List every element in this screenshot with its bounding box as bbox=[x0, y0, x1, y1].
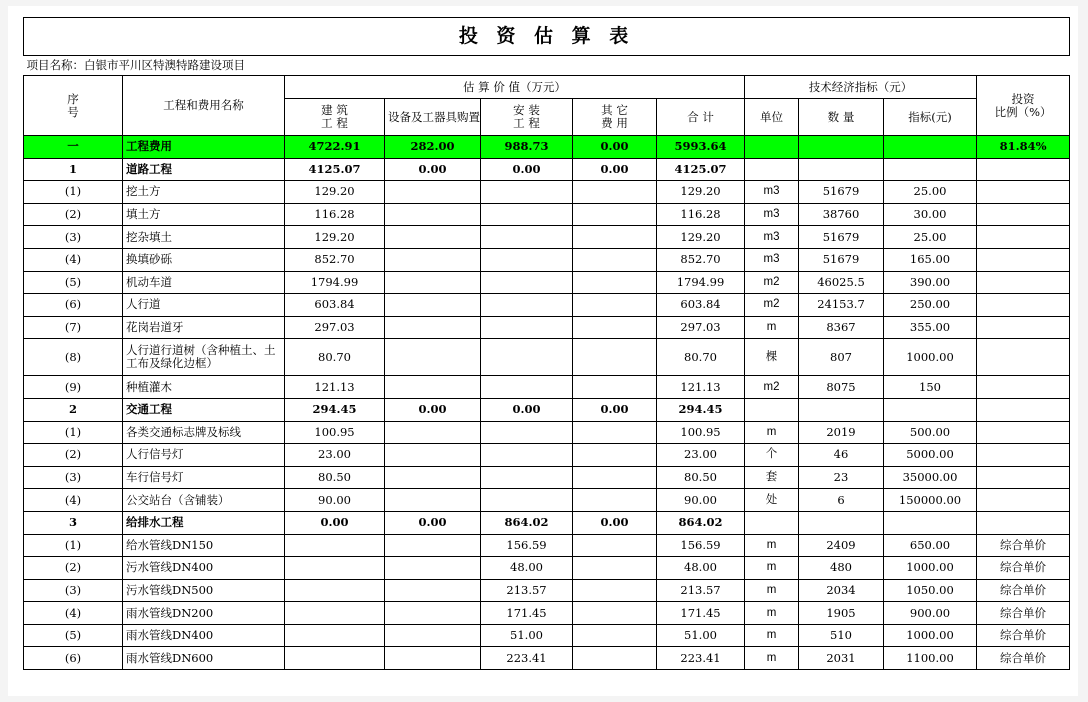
row-ratio bbox=[977, 316, 1070, 339]
row-equip bbox=[385, 489, 481, 512]
row-name: 给排水工程 bbox=[123, 511, 285, 534]
row-seq: (4) bbox=[24, 489, 123, 512]
row-build: 80.50 bbox=[285, 466, 385, 489]
row-equip bbox=[385, 579, 481, 602]
row-unit: m2 bbox=[745, 294, 799, 317]
row-unit: 个 bbox=[745, 444, 799, 467]
table-row bbox=[24, 466, 1070, 489]
row-build: 100.95 bbox=[285, 421, 385, 444]
row-equip bbox=[385, 444, 481, 467]
row-ratio bbox=[977, 376, 1070, 399]
row-ratio: 综合单价 bbox=[977, 647, 1070, 670]
row-install: 864.02 bbox=[481, 511, 573, 534]
row-total: 23.00 bbox=[657, 444, 745, 467]
row-total: 129.20 bbox=[657, 226, 745, 249]
row-equip bbox=[385, 181, 481, 204]
row-index: 30.00 bbox=[884, 203, 977, 226]
row-index: 150000.00 bbox=[884, 489, 977, 512]
table-row bbox=[24, 534, 1070, 557]
row-qty: 23 bbox=[799, 466, 884, 489]
row-install bbox=[481, 466, 573, 489]
table-row bbox=[24, 579, 1070, 602]
row-build: 603.84 bbox=[285, 294, 385, 317]
investment-estimate-table bbox=[23, 17, 1070, 670]
row-unit: m bbox=[745, 421, 799, 444]
row-seq: (2) bbox=[24, 557, 123, 580]
row-build: 4722.91 bbox=[285, 136, 385, 159]
row-ratio: 综合单价 bbox=[977, 624, 1070, 647]
row-qty bbox=[799, 511, 884, 534]
row-seq: (6) bbox=[24, 294, 123, 317]
row-ratio: 综合单价 bbox=[977, 579, 1070, 602]
row-other bbox=[573, 271, 657, 294]
header-name: 工程和费用名称 bbox=[123, 76, 285, 136]
row-install bbox=[481, 226, 573, 249]
row-index bbox=[884, 511, 977, 534]
table-row bbox=[24, 444, 1070, 467]
row-equip bbox=[385, 534, 481, 557]
row-other bbox=[573, 294, 657, 317]
row-total: 51.00 bbox=[657, 624, 745, 647]
row-equip bbox=[385, 226, 481, 249]
row-other bbox=[573, 421, 657, 444]
table-row bbox=[24, 203, 1070, 226]
row-index bbox=[884, 158, 977, 181]
row-build bbox=[285, 534, 385, 557]
row-total: 121.13 bbox=[657, 376, 745, 399]
row-index: 1050.00 bbox=[884, 579, 977, 602]
row-total: 80.70 bbox=[657, 339, 745, 376]
row-seq: (5) bbox=[24, 271, 123, 294]
row-equip bbox=[385, 624, 481, 647]
row-unit: m bbox=[745, 316, 799, 339]
row-equip: 0.00 bbox=[385, 398, 481, 421]
row-unit: m2 bbox=[745, 271, 799, 294]
table-row bbox=[24, 226, 1070, 249]
row-install: 0.00 bbox=[481, 398, 573, 421]
row-equip bbox=[385, 316, 481, 339]
row-install: 223.41 bbox=[481, 647, 573, 670]
row-name: 公交站台（含铺装） bbox=[123, 489, 285, 512]
row-seq: (1) bbox=[24, 421, 123, 444]
row-other bbox=[573, 376, 657, 399]
row-qty: 8367 bbox=[799, 316, 884, 339]
row-ratio bbox=[977, 489, 1070, 512]
row-other bbox=[573, 534, 657, 557]
row-qty: 38760 bbox=[799, 203, 884, 226]
row-unit: m bbox=[745, 557, 799, 580]
row-name: 污水管线DN500 bbox=[123, 579, 285, 602]
row-install bbox=[481, 248, 573, 271]
row-name: 填土方 bbox=[123, 203, 285, 226]
row-build: 4125.07 bbox=[285, 158, 385, 181]
row-index: 5000.00 bbox=[884, 444, 977, 467]
row-index: 900.00 bbox=[884, 602, 977, 625]
row-ratio bbox=[977, 511, 1070, 534]
row-unit bbox=[745, 398, 799, 421]
row-other: 0.00 bbox=[573, 398, 657, 421]
table-row bbox=[24, 158, 1070, 181]
header-index: 指标(元) bbox=[884, 99, 977, 136]
row-seq: (9) bbox=[24, 376, 123, 399]
row-qty: 51679 bbox=[799, 248, 884, 271]
row-ratio bbox=[977, 444, 1070, 467]
row-ratio bbox=[977, 271, 1070, 294]
row-build bbox=[285, 647, 385, 670]
row-install bbox=[481, 181, 573, 204]
row-total: 90.00 bbox=[657, 489, 745, 512]
table-row bbox=[24, 294, 1070, 317]
row-other bbox=[573, 466, 657, 489]
row-name: 挖土方 bbox=[123, 181, 285, 204]
header-install: 安 装 工 程 bbox=[481, 99, 573, 136]
row-name: 种植灌木 bbox=[123, 376, 285, 399]
row-name: 换填砂砾 bbox=[123, 248, 285, 271]
row-qty: 51679 bbox=[799, 181, 884, 204]
row-name: 雨水管线DN600 bbox=[123, 647, 285, 670]
row-total: 864.02 bbox=[657, 511, 745, 534]
table-row bbox=[24, 647, 1070, 670]
row-index: 355.00 bbox=[884, 316, 977, 339]
row-unit: m bbox=[745, 647, 799, 670]
table-row bbox=[24, 489, 1070, 512]
row-install bbox=[481, 339, 573, 376]
row-total: 294.45 bbox=[657, 398, 745, 421]
row-ratio bbox=[977, 421, 1070, 444]
row-install bbox=[481, 203, 573, 226]
row-seq: 3 bbox=[24, 511, 123, 534]
row-equip bbox=[385, 376, 481, 399]
row-build bbox=[285, 602, 385, 625]
row-other bbox=[573, 248, 657, 271]
table-row bbox=[24, 136, 1070, 159]
row-build: 121.13 bbox=[285, 376, 385, 399]
header-ratio: 投资 比例（%） bbox=[977, 76, 1070, 136]
row-build: 23.00 bbox=[285, 444, 385, 467]
row-install bbox=[481, 376, 573, 399]
header-equip: 设备及工器具购置 bbox=[385, 99, 481, 136]
row-name: 车行信号灯 bbox=[123, 466, 285, 489]
header-estimate-group: 估 算 价 值（万元） bbox=[285, 76, 745, 99]
row-other bbox=[573, 557, 657, 580]
row-other bbox=[573, 489, 657, 512]
row-seq: (1) bbox=[24, 181, 123, 204]
row-seq: (6) bbox=[24, 647, 123, 670]
header-total: 合 计 bbox=[657, 99, 745, 136]
row-seq: (4) bbox=[24, 602, 123, 625]
row-name: 花岗岩道牙 bbox=[123, 316, 285, 339]
row-unit: 套 bbox=[745, 466, 799, 489]
row-total: 48.00 bbox=[657, 557, 745, 580]
row-ratio bbox=[977, 248, 1070, 271]
row-seq: 1 bbox=[24, 158, 123, 181]
row-index bbox=[884, 398, 977, 421]
row-name: 人行道 bbox=[123, 294, 285, 317]
row-name: 给水管线DN150 bbox=[123, 534, 285, 557]
row-index: 500.00 bbox=[884, 421, 977, 444]
row-index: 35000.00 bbox=[884, 466, 977, 489]
row-equip bbox=[385, 466, 481, 489]
row-equip: 282.00 bbox=[385, 136, 481, 159]
row-build: 116.28 bbox=[285, 203, 385, 226]
project-row bbox=[24, 56, 1070, 76]
row-build: 297.03 bbox=[285, 316, 385, 339]
row-name: 人行信号灯 bbox=[123, 444, 285, 467]
row-qty: 2019 bbox=[799, 421, 884, 444]
row-build: 0.00 bbox=[285, 511, 385, 534]
row-index: 150 bbox=[884, 376, 977, 399]
row-build: 129.20 bbox=[285, 226, 385, 249]
header-seq: 序 号 bbox=[24, 76, 123, 136]
row-seq: (2) bbox=[24, 444, 123, 467]
row-index: 250.00 bbox=[884, 294, 977, 317]
row-total: 129.20 bbox=[657, 181, 745, 204]
row-index: 1000.00 bbox=[884, 339, 977, 376]
row-install: 171.45 bbox=[481, 602, 573, 625]
header-other: 其 它 费 用 bbox=[573, 99, 657, 136]
row-total: 5993.64 bbox=[657, 136, 745, 159]
table-row bbox=[24, 248, 1070, 271]
row-equip bbox=[385, 203, 481, 226]
row-ratio bbox=[977, 398, 1070, 421]
row-seq: (7) bbox=[24, 316, 123, 339]
row-other bbox=[573, 602, 657, 625]
row-install bbox=[481, 316, 573, 339]
row-total: 213.57 bbox=[657, 579, 745, 602]
row-name: 污水管线DN400 bbox=[123, 557, 285, 580]
row-qty: 510 bbox=[799, 624, 884, 647]
row-build bbox=[285, 557, 385, 580]
row-equip bbox=[385, 647, 481, 670]
row-total: 171.45 bbox=[657, 602, 745, 625]
row-other: 0.00 bbox=[573, 158, 657, 181]
row-qty: 46 bbox=[799, 444, 884, 467]
header-qty: 数 量 bbox=[799, 99, 884, 136]
row-build: 129.20 bbox=[285, 181, 385, 204]
row-build: 90.00 bbox=[285, 489, 385, 512]
row-seq: (5) bbox=[24, 624, 123, 647]
row-equip: 0.00 bbox=[385, 511, 481, 534]
header-tech-group: 技术经济指标（元） bbox=[745, 76, 977, 99]
row-other bbox=[573, 181, 657, 204]
row-equip bbox=[385, 271, 481, 294]
row-install: 0.00 bbox=[481, 158, 573, 181]
table-row bbox=[24, 181, 1070, 204]
row-qty bbox=[799, 398, 884, 421]
row-seq: (3) bbox=[24, 466, 123, 489]
row-unit: m bbox=[745, 602, 799, 625]
row-other: 0.00 bbox=[573, 511, 657, 534]
row-qty bbox=[799, 158, 884, 181]
title-row bbox=[24, 18, 1070, 56]
row-index: 650.00 bbox=[884, 534, 977, 557]
row-total: 4125.07 bbox=[657, 158, 745, 181]
row-equip bbox=[385, 294, 481, 317]
row-qty: 2409 bbox=[799, 534, 884, 557]
row-seq: (1) bbox=[24, 534, 123, 557]
row-index: 25.00 bbox=[884, 226, 977, 249]
row-index bbox=[884, 136, 977, 159]
row-install bbox=[481, 294, 573, 317]
row-qty: 2034 bbox=[799, 579, 884, 602]
row-unit: m3 bbox=[745, 181, 799, 204]
row-qty: 8075 bbox=[799, 376, 884, 399]
row-name: 人行道行道树（含种植土、土工布及绿化边框） bbox=[123, 339, 285, 376]
header-unit: 单位 bbox=[745, 99, 799, 136]
row-ratio bbox=[977, 158, 1070, 181]
row-unit: m3 bbox=[745, 248, 799, 271]
row-qty: 6 bbox=[799, 489, 884, 512]
row-unit: m bbox=[745, 624, 799, 647]
row-other bbox=[573, 579, 657, 602]
row-other bbox=[573, 339, 657, 376]
row-total: 116.28 bbox=[657, 203, 745, 226]
table-row bbox=[24, 602, 1070, 625]
row-name: 道路工程 bbox=[123, 158, 285, 181]
row-build: 80.70 bbox=[285, 339, 385, 376]
row-qty: 1905 bbox=[799, 602, 884, 625]
row-seq: 2 bbox=[24, 398, 123, 421]
row-index: 1100.00 bbox=[884, 647, 977, 670]
row-install: 156.59 bbox=[481, 534, 573, 557]
row-unit: 处 bbox=[745, 489, 799, 512]
row-name: 挖杂填土 bbox=[123, 226, 285, 249]
row-unit: 棵 bbox=[745, 339, 799, 376]
row-ratio: 综合单价 bbox=[977, 602, 1070, 625]
row-equip bbox=[385, 248, 481, 271]
row-ratio: 综合单价 bbox=[977, 534, 1070, 557]
header-build: 建 筑 工 程 bbox=[285, 99, 385, 136]
table-title: 投 资 估 算 表 bbox=[24, 18, 1070, 56]
row-ratio: 81.84% bbox=[977, 136, 1070, 159]
row-install bbox=[481, 489, 573, 512]
row-seq: 一 bbox=[24, 136, 123, 159]
row-name: 雨水管线DN200 bbox=[123, 602, 285, 625]
header-row-1 bbox=[24, 76, 1070, 99]
row-equip bbox=[385, 557, 481, 580]
row-other bbox=[573, 316, 657, 339]
row-other bbox=[573, 647, 657, 670]
row-unit bbox=[745, 511, 799, 534]
table-row bbox=[24, 421, 1070, 444]
row-total: 80.50 bbox=[657, 466, 745, 489]
row-index: 1000.00 bbox=[884, 624, 977, 647]
row-seq: (3) bbox=[24, 579, 123, 602]
table-row bbox=[24, 398, 1070, 421]
row-name: 工程费用 bbox=[123, 136, 285, 159]
row-other bbox=[573, 203, 657, 226]
spreadsheet-sheet bbox=[8, 6, 1078, 696]
row-build: 1794.99 bbox=[285, 271, 385, 294]
row-qty: 46025.5 bbox=[799, 271, 884, 294]
row-install: 213.57 bbox=[481, 579, 573, 602]
row-unit: m bbox=[745, 579, 799, 602]
row-seq: (3) bbox=[24, 226, 123, 249]
row-index: 165.00 bbox=[884, 248, 977, 271]
row-install: 51.00 bbox=[481, 624, 573, 647]
row-index: 1000.00 bbox=[884, 557, 977, 580]
row-install bbox=[481, 271, 573, 294]
row-qty: 807 bbox=[799, 339, 884, 376]
row-ratio bbox=[977, 181, 1070, 204]
row-index: 25.00 bbox=[884, 181, 977, 204]
row-equip bbox=[385, 339, 481, 376]
row-unit bbox=[745, 158, 799, 181]
row-build bbox=[285, 624, 385, 647]
row-install: 48.00 bbox=[481, 557, 573, 580]
row-qty: 480 bbox=[799, 557, 884, 580]
row-unit: m3 bbox=[745, 203, 799, 226]
row-equip bbox=[385, 421, 481, 444]
row-ratio bbox=[977, 466, 1070, 489]
row-unit: m3 bbox=[745, 226, 799, 249]
row-other bbox=[573, 624, 657, 647]
row-name: 雨水管线DN400 bbox=[123, 624, 285, 647]
row-seq: (2) bbox=[24, 203, 123, 226]
row-equip: 0.00 bbox=[385, 158, 481, 181]
row-ratio bbox=[977, 203, 1070, 226]
row-build: 852.70 bbox=[285, 248, 385, 271]
table-row bbox=[24, 271, 1070, 294]
row-total: 223.41 bbox=[657, 647, 745, 670]
table-row bbox=[24, 624, 1070, 647]
row-install: 988.73 bbox=[481, 136, 573, 159]
row-ratio bbox=[977, 339, 1070, 376]
row-seq: (8) bbox=[24, 339, 123, 376]
row-ratio: 综合单价 bbox=[977, 557, 1070, 580]
row-seq: (4) bbox=[24, 248, 123, 271]
row-build bbox=[285, 579, 385, 602]
project-name: 项目名称：白银市平川区特澳特路建设项目 bbox=[24, 56, 1070, 76]
row-qty: 2031 bbox=[799, 647, 884, 670]
row-install bbox=[481, 421, 573, 444]
row-equip bbox=[385, 602, 481, 625]
row-ratio bbox=[977, 294, 1070, 317]
row-other: 0.00 bbox=[573, 136, 657, 159]
row-total: 156.59 bbox=[657, 534, 745, 557]
row-install bbox=[481, 444, 573, 467]
row-total: 297.03 bbox=[657, 316, 745, 339]
row-total: 100.95 bbox=[657, 421, 745, 444]
row-other bbox=[573, 444, 657, 467]
row-qty: 24153.7 bbox=[799, 294, 884, 317]
row-total: 1794.99 bbox=[657, 271, 745, 294]
row-unit: m2 bbox=[745, 376, 799, 399]
table-row bbox=[24, 316, 1070, 339]
row-name: 各类交通标志牌及标线 bbox=[123, 421, 285, 444]
table-row bbox=[24, 511, 1070, 534]
table-row bbox=[24, 339, 1070, 376]
row-qty bbox=[799, 136, 884, 159]
row-ratio bbox=[977, 226, 1070, 249]
row-total: 852.70 bbox=[657, 248, 745, 271]
row-name: 机动车道 bbox=[123, 271, 285, 294]
row-name: 交通工程 bbox=[123, 398, 285, 421]
row-unit: m bbox=[745, 534, 799, 557]
table-row bbox=[24, 376, 1070, 399]
row-index: 390.00 bbox=[884, 271, 977, 294]
row-build: 294.45 bbox=[285, 398, 385, 421]
row-total: 603.84 bbox=[657, 294, 745, 317]
row-qty: 51679 bbox=[799, 226, 884, 249]
row-other bbox=[573, 226, 657, 249]
table-row bbox=[24, 557, 1070, 580]
row-unit bbox=[745, 136, 799, 159]
